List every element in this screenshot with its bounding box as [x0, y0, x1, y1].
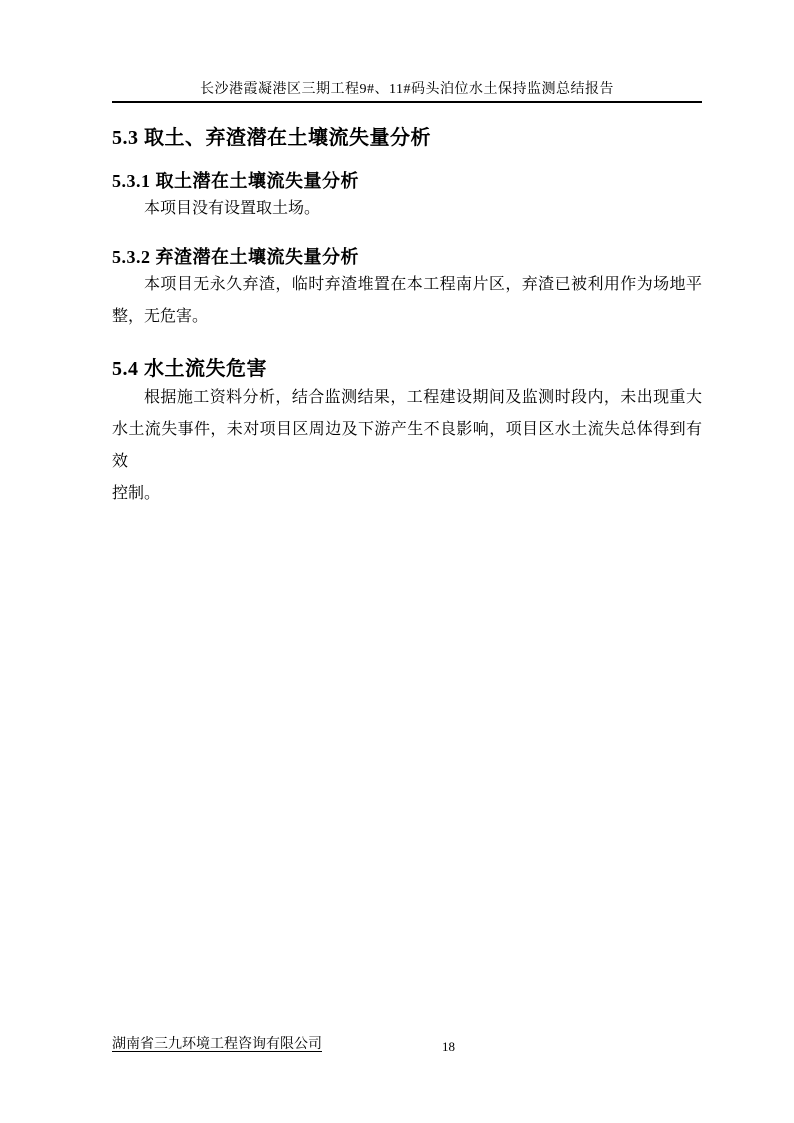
section-heading-5-4: 5.4 水土流失危害 [112, 358, 267, 380]
page-header [112, 81, 702, 103]
footer-page-number: 18 [442, 1039, 455, 1054]
paragraph-line: 整，无危害。 [112, 308, 209, 325]
section-heading-5-3-1: 5.3.1 取土潜在土壤流失量分析 [112, 171, 359, 191]
paragraph-line: 水土流失事件，未对项目区周边及下游产生不良影响，项目区水土流失总体得到有效 [112, 421, 702, 470]
paragraph-line: 本项目没有设置取土场。 [144, 200, 321, 217]
paragraph-line: 根据施工资料分析，结合监测结果，工程建设期间及监测时段内，未出现重大 [144, 389, 702, 406]
page-footer [112, 1035, 702, 1059]
paragraph-5-4 [112, 382, 702, 510]
header-report-title: 长沙港霞凝港区三期工程9#、11#码头泊位水土保持监测总结报告 [200, 82, 614, 97]
paragraph-5-3-2 [112, 269, 702, 333]
page-content [0, 81, 794, 510]
section-heading-5-3: 5.3 取土、弃渣潜在土壤流失量分析 [112, 127, 431, 149]
paragraph-5-3-1 [112, 193, 702, 225]
section-heading-5-3-2: 5.3.2 弃渣潜在土壤流失量分析 [112, 247, 359, 267]
paragraph-line: 本项目无永久弃渣，临时弃渣堆置在本工程南片区，弃渣已被利用作为场地平 [144, 276, 702, 293]
paragraph-line: 控制。 [112, 485, 161, 502]
footer-company-name: 湖南省三九环境工程咨询有限公司 [112, 1037, 322, 1052]
